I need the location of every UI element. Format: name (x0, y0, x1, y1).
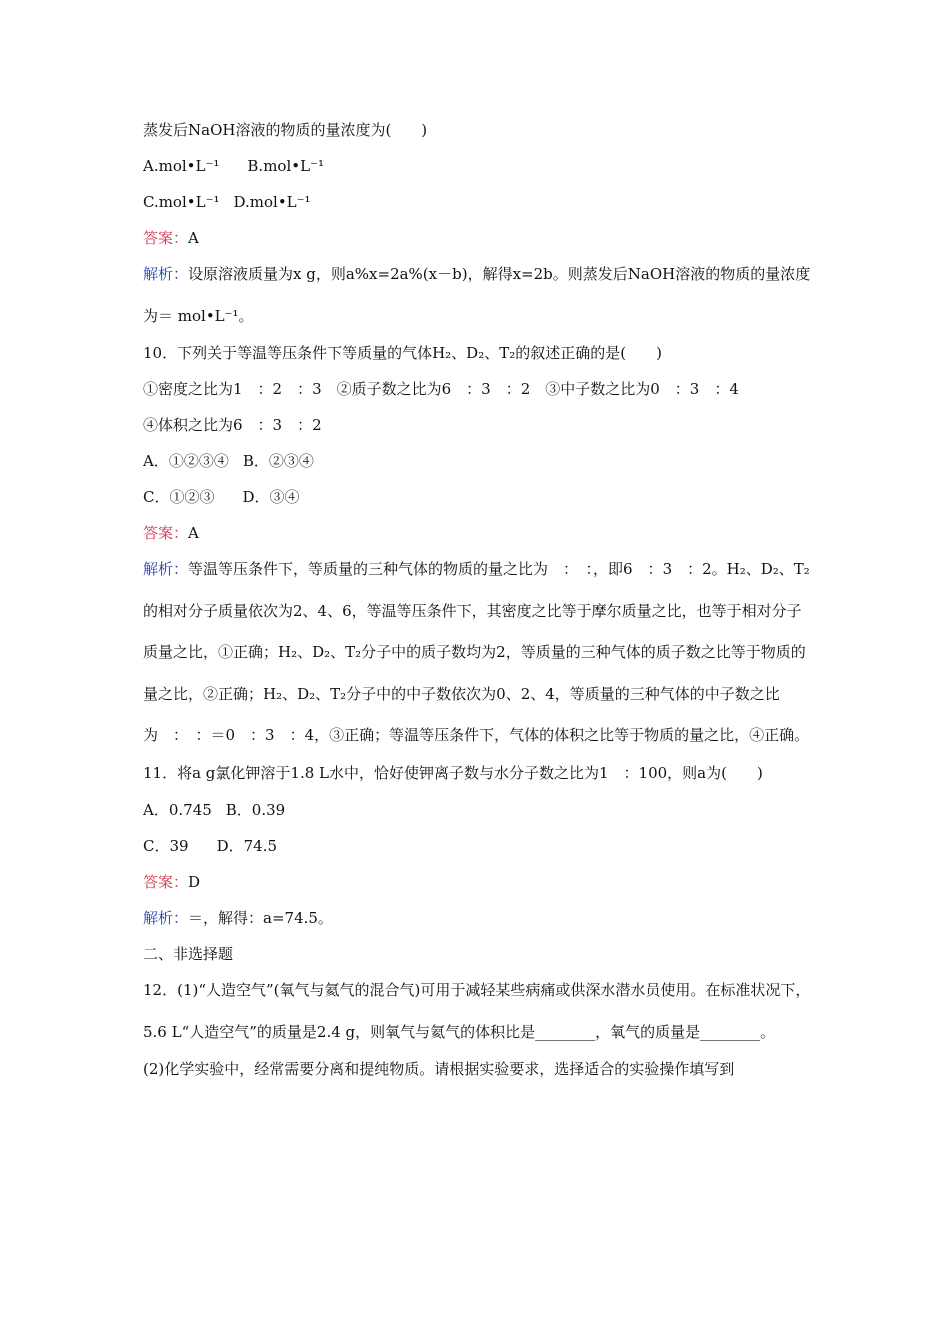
q11-stem: 11．将a g氯化钾溶于1.8 L水中，恰好使钾离子数与水分子数之比为1 ：100，则a为( ) (143, 763, 763, 782)
q11-answer (143, 872, 811, 892)
q9-analysis-label: 解析： (143, 265, 189, 283)
q10-stem: 10．下列关于等温等压条件下等质量的气体H₂、D₂、T₂的叙述正确的是( ) (143, 344, 662, 362)
q9-analysis-text: 设原溶液质量为x g，则a%x=2a%(x－b)，解得x=2b。则蒸发后NaOH溶液的物质的量浓度为＝ mol•L⁻¹。 (143, 265, 811, 325)
q10-option-d: D．③④ (242, 488, 300, 506)
q9-options-row2 (143, 192, 811, 212)
q9-option-c: C.mol•L⁻¹ (143, 193, 220, 211)
q11-option-a: A．0.745 (143, 801, 212, 819)
q11-answer-label: 答案： (143, 873, 189, 891)
q11-analysis-label: 解析： (143, 909, 189, 927)
q10-answer (143, 523, 811, 543)
q10-statements-row1: ①密度之比为1 ：2 ：3 ②质子数之比为6 ：3 ：2 ③中子数之比为0 ：3 ：4 (143, 380, 739, 398)
document-content (143, 120, 811, 1095)
q11-options-row2 (143, 836, 811, 856)
q10-statements-row2: ④体积之比为6 ：3 ：2 (143, 416, 322, 434)
q10-analysis-text: 等温等压条件下，等质量的三种气体的物质的量之比为 ： ：，即6 ：3 ：2。H₂、D₂、T₂的相对分子质量依次为2、4、6，等温等压条件下，其密度之比等于摩尔质量之比，也等于相对分子质量之比，①正确；H₂、D₂、T₂分子中的质子数均为2，等质量的三种气体的质子数之比等于物质的量之比，②正确；H₂、D₂、T₂分子中的中子数依次为0、2、4，等质量的三种气体的中子数之比为 ： ：＝0 ：3 ：4，③正确；等温等压条件下，气体的体积之比等于物质的量之比，④正确。 (143, 560, 810, 744)
q11-analysis (143, 908, 811, 928)
q10-options-row1 (143, 451, 811, 471)
section-heading: 二、非选择题 (143, 945, 234, 963)
q9-stem: 蒸发后NaOH溶液的物质的量浓度为( ) (143, 121, 428, 139)
q10-options-row2 (143, 487, 811, 507)
q12-part1: 12．(1)“人造空气”(氧气与氦气的混合气)可用于减轻某些病痛或供深水潜水员使用。在标准状况下，5.6 L“人造空气”的质量是2.4 g，则氧气与氦气的体积比是________，氧气的质量是________。 (143, 981, 811, 1041)
q11-option-c: C．39 (143, 837, 189, 855)
q10-analysis-label: 解析： (143, 560, 189, 578)
q9-answer (143, 228, 811, 248)
q9-options-row1 (143, 156, 811, 176)
q10-option-c: C．①②③ (143, 488, 215, 506)
q9-option-a: A.mol•L⁻¹ (143, 157, 220, 175)
q11-analysis-text: ＝，解得：a=74.5。 (188, 909, 333, 927)
q10-analysis (143, 549, 811, 757)
q10-option-b: B．②③④ (242, 452, 314, 470)
q9-option-d: D.mol•L⁻¹ (233, 193, 311, 211)
q11-option-b: B．0.39 (225, 801, 286, 819)
q9-answer-label: 答案： (143, 229, 189, 247)
q10-answer-value: A (188, 524, 199, 542)
q11-option-d: D．74.5 (216, 837, 278, 855)
q10-answer-label: 答案： (143, 524, 189, 542)
q9-answer-value: A (188, 229, 199, 247)
q12-part2: (2)化学实验中，经常需要分离和提纯物质。请根据实验要求，选择适合的实验操作填写到 (143, 1060, 735, 1078)
q11-options-row1 (143, 800, 811, 820)
q9-option-b: B.mol•L⁻¹ (247, 157, 324, 175)
q9-analysis (143, 254, 811, 337)
q11-answer-value: D (188, 873, 201, 891)
q10-option-a: A．①②③④ (143, 452, 229, 470)
